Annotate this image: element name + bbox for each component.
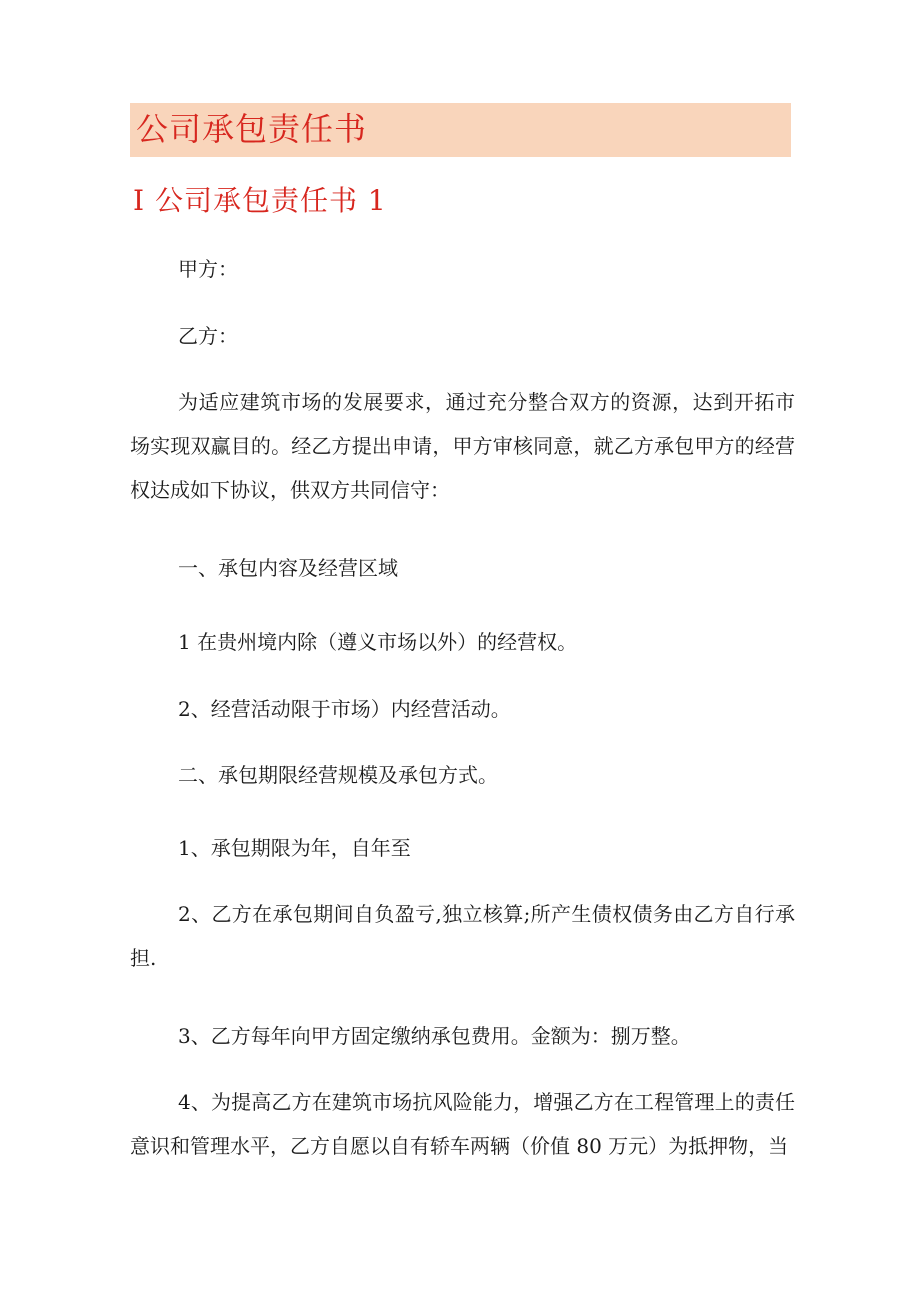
clause-2-2: 2、乙方在承包期间自负盈亏,独立核算;所产生债权债务由乙方自行承担.	[130, 902, 795, 970]
clause-2-1: 1、承包期限为年，自年至	[178, 836, 411, 860]
section-two-heading: 二、承包期限经营规模及承包方式。	[178, 763, 498, 787]
document-title: 公司承包责任书	[136, 110, 368, 148]
clause-2-4: 4、为提高乙方在建筑市场抗风险能力，增强乙方在工程管理上的责任意识和管理水平，乙方自愿以自有轿车两辆（价值 80 万元）为抵押物，当	[130, 1090, 795, 1158]
clause-2-3: 3、乙方每年向甲方固定缴纳承包费用。金额为：捌万整。	[178, 1024, 691, 1048]
clause-1-1: 1 在贵州境内除（遵义市场以外）的经营权。	[178, 630, 578, 654]
title-banner	[130, 103, 791, 157]
section-one-heading: 一、承包内容及经营区域	[178, 556, 398, 580]
party-a-line: 甲方：	[178, 257, 238, 281]
party-b-line: 乙方：	[178, 324, 238, 348]
preamble-paragraph: 为适应建筑市场的发展要求，通过充分整合双方的资源，达到开拓市场实现双赢目的。经乙方提出申请，甲方审核同意，就乙方承包甲方的经营权达成如下协议，供双方共同信守：	[130, 390, 795, 502]
clause-1-2: 2、经营活动限于市场）内经营活动。	[178, 697, 511, 721]
document-subtitle: I 公司承包责任书 1	[133, 184, 387, 217]
